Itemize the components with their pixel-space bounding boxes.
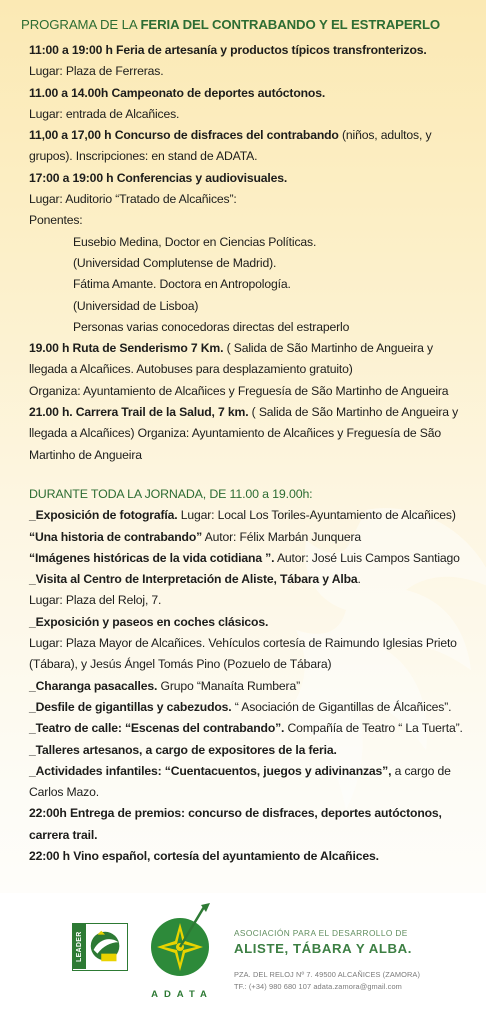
jornada-item: _Actividades infantiles: “Cuentacuentos, juegos y adivinanzas”, a cargo de — [29, 763, 451, 778]
jornada-item: _Exposición de fotografía. Lugar: Local Los Toriles-Ayuntamiento de Alcañices) — [29, 508, 456, 523]
jornada-item: _Desfile de gigantillas y cabezudos. “ Asociación de Gigantillas de Álcañices”. — [29, 699, 452, 714]
speaker-item: Eusebio Medina, Doctor en Ciencias Políticas. — [73, 234, 317, 249]
adata-star-logo-icon — [146, 901, 216, 983]
jornada-item: 22:00h Entrega de premios: concurso de disfraces, deportes autóctonos, — [29, 806, 442, 821]
speakers-label: Ponentes: — [29, 213, 83, 228]
event-conferencias-place: Lugar: Auditorio “Tratado de Alcañices”: — [29, 192, 237, 207]
event-senderismo-detail: llegada a Alcañices. Autobuses para desplazamiento gratuito) — [29, 362, 353, 377]
jornada-item: _Visita al Centro de Interpretación de Aliste, Tábara y Alba. — [29, 572, 361, 587]
event-trail: 21.00 h. Carrera Trail de la Salud, 7 km. ( Salida de São Martinho de Angueira y — [29, 405, 459, 420]
event-deportes: 11.00 a 14.00h Campeonato de deportes autóctonos. — [29, 85, 326, 100]
event-trail-detail-2: Martinho de Angueira — [29, 447, 142, 462]
event-artesania: 11:00 a 19:00 h Feria de artesanía y productos típicos transfronterizos. — [29, 43, 427, 57]
speaker-item: Fátima Amante. Doctora en Antropología. — [73, 277, 291, 292]
jornada-item-detail: Lugar: Plaza Mayor de Alcañices. Vehículos cortesía de Raimundo Iglesias Prieto — [29, 636, 457, 651]
speaker-item: (Universidad de Lisboa) — [73, 298, 199, 313]
leader-logo-icon — [72, 923, 128, 971]
leader-label: LEADER — [73, 924, 86, 969]
event-senderismo: 19.00 h Ruta de Senderismo 7 Km. ( Salida de São Martinho de Angueira y — [29, 341, 433, 356]
leader-emblem-icon — [86, 924, 126, 969]
event-senderismo-org: Organiza: Ayuntamiento de Alcañices y Freguesía de São Martinho de Angueira — [29, 383, 449, 398]
jornada-item-detail: (Tábara), y Jesús Ángel Tomás Pino (Pozuelo de Tábara) — [29, 657, 332, 672]
jornada-item: _Charanga pasacalles. Grupo “Manaíta Rumbera” — [29, 678, 300, 693]
speaker-item: (Universidad Complutense de Madrid). — [73, 255, 277, 270]
association-address: PZA. DEL RELOJ Nº 7. 49500 ALCAÑICES (ZAMORA) — [234, 970, 420, 979]
jornada-item: _Teatro de calle: “Escenas del contrabando”. Compañía de Teatro “ La Tuerta”. — [29, 721, 463, 736]
jornada-item-detail: carrera trail. — [29, 827, 98, 842]
jornada-item: “Una historia de contrabando” Autor: Félix Marbán Junquera — [29, 529, 361, 544]
footer — [0, 893, 486, 1024]
event-deportes-place: Lugar: entrada de Alcañices. — [29, 106, 180, 121]
event-conferencias: 17:00 a 19:00 h Conferencias y audiovisuales. — [29, 170, 288, 185]
jornada-item: _Talleres artesanos, a cargo de expositores de la feria. — [29, 742, 337, 757]
event-disfraces: 11,00 a 17,00 h Concurso de disfraces del contrabando (niños, adultos, y — [29, 128, 432, 143]
jornada-item-place: Lugar: Plaza del Reloj, 7. — [29, 593, 162, 608]
association-name: ALISTE, TÁBARA Y ALBA. — [234, 941, 413, 956]
event-disfraces-detail: grupos). Inscripciones: en stand de ADATA. — [29, 149, 258, 164]
jornada-item: “Imágenes históricas de la vida cotidiana ”. Autor: José Luis Campos Santiago — [29, 550, 460, 565]
jornada-heading: DURANTE TODA LA JORNADA, DE 11.00 a 19.00h: — [29, 486, 313, 501]
adata-label: ADATA — [151, 989, 213, 1000]
jornada-item-detail: Carlos Mazo. — [29, 785, 99, 800]
association-tagline: ASOCIACIÓN PARA EL DESARROLLO DE — [234, 928, 408, 938]
event-artesania-place: Lugar: Plaza de Ferreras. — [29, 64, 164, 79]
speaker-item: Personas varias conocedoras directas del estraperlo — [73, 319, 350, 334]
association-contact: TF.: (+34) 980 680 107 adata.zamora@gmail.com — [234, 982, 402, 991]
jornada-item: _Exposición y paseos en coches clásicos. — [29, 614, 269, 629]
event-trail-detail: llegada a Alcañices) Organiza: Ayuntamiento de Alcañices y Freguesía de São — [29, 426, 441, 441]
jornada-item: 22:00 h Vino español, cortesía del ayuntamiento de Alcañices. — [29, 848, 379, 863]
association-info — [234, 927, 474, 993]
page-title: PROGRAMA DE LA FERIA DEL CONTRABANDO Y EL ESTRAPERLO — [21, 17, 441, 32]
